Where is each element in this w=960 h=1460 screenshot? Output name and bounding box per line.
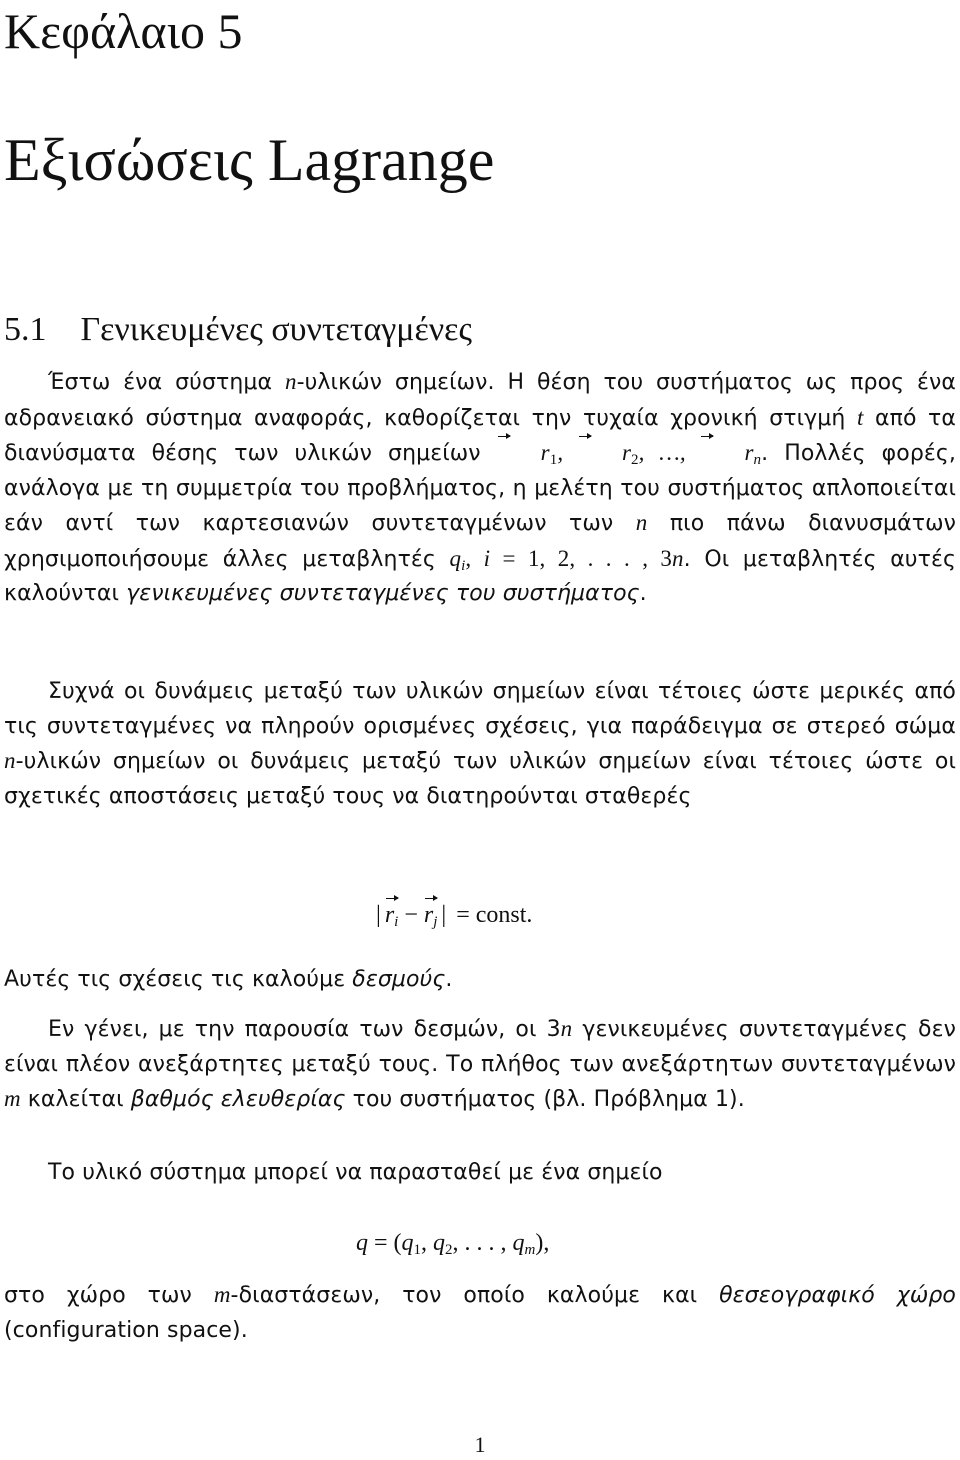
- text-run: -διαστάσεων, τον οποίο καλούμε και: [230, 1283, 720, 1308]
- separator: ,: [452, 1230, 465, 1256]
- text-run: Εν γένει, με την παρουσία των δεσμών, οι 3: [48, 1017, 561, 1042]
- math-n: n: [672, 545, 684, 571]
- vector-ri: r: [385, 898, 394, 932]
- subscript-2: 2: [445, 1242, 453, 1258]
- math-t: t: [856, 404, 864, 430]
- chapter-title: Εξισώσεις Lagrange: [4, 127, 495, 193]
- emphasis-degrees-of-freedom: βαθμός ελευθερίας: [130, 1087, 346, 1112]
- subscript-i: i: [461, 557, 466, 574]
- emphasis-configuration-space: θεσεογραφικό χώρο: [719, 1283, 956, 1308]
- paragraph-degrees-of-freedom: [4, 1012, 956, 1118]
- text-run: . Πολλές φορές, ανάλογα με τη συμμετρία του προβλήματος, η μελέτη του συστήματος απλοποιείται εάν αντί των καρτεσιανών συντεταγμένων των: [4, 441, 957, 536]
- ellipsis: . . . ,: [464, 1230, 513, 1256]
- vector-rj: r: [424, 898, 433, 932]
- operator-equals-open: = (: [368, 1230, 402, 1256]
- section-heading: [4, 308, 472, 352]
- text-run: Έστω ένα σύστημα: [48, 370, 285, 395]
- equation-configuration-point: [356, 1226, 549, 1260]
- ellipsis: …,: [659, 440, 701, 465]
- paragraph-constraints-definition: [4, 963, 956, 998]
- text-run: του συστήματος (βλ. Πρόβλημα 1).: [345, 1087, 745, 1112]
- math-q: q: [449, 545, 462, 571]
- equation-rhs: = const.: [450, 902, 533, 928]
- page-number: 1: [474, 1432, 486, 1457]
- subscript-j: j: [433, 914, 438, 930]
- math-q: q: [356, 1230, 368, 1256]
- vector-r1: r: [497, 436, 550, 471]
- math-q: q: [512, 1230, 525, 1256]
- subscript-2: 2: [631, 452, 639, 468]
- abs-bar: |: [441, 902, 447, 928]
- text-run: Το υλικό σύστημα μπορεί να παρασταθεί με ένα σημείο: [48, 1160, 663, 1185]
- text-run: .: [639, 581, 647, 606]
- math-index-range: = 1, 2, . . . , 3: [490, 545, 673, 571]
- math-n: n: [560, 1016, 573, 1041]
- paragraph-configuration-space: [4, 1278, 956, 1348]
- emphasis-constraints: δεσμούς: [352, 967, 446, 992]
- section-title: Γενικευμένες συντεταγμένες: [80, 311, 472, 348]
- vector-r2: r: [578, 436, 631, 471]
- subscript-i: i: [394, 914, 399, 930]
- separator: ,: [557, 440, 578, 465]
- paragraph-constraints: [4, 675, 956, 814]
- subscript-n: n: [753, 452, 762, 468]
- equation-distance-const: [372, 898, 532, 932]
- paragraph-systems-positions: [4, 365, 956, 612]
- math-i: i: [483, 545, 491, 571]
- text-run: -υλικών σημείων. Η θέση του συστήματος ως προς ένα αδρανειακό σύστημα αναφοράς, καθορίζεται την τυχαία χρονική στιγμή: [4, 370, 956, 431]
- math-n: n: [635, 510, 648, 535]
- section-number: 5.1: [4, 311, 47, 348]
- text-run: . Οι μεταβλητές αυτές καλούνται: [4, 546, 956, 606]
- text-run: στο χώρο των: [4, 1283, 214, 1308]
- chapter-label: Κεφάλαιο 5: [4, 3, 243, 59]
- operator-minus: −: [398, 902, 424, 928]
- vector-rn: r: [700, 436, 753, 471]
- text-run: Συχνά οι δυνάμεις μεταξύ των υλικών σημείων είναι τέτοιες ώστε μερικές από τις συντεταγμένες να πληρούν ορισμένες σχέσεις, για παράδειγμα σε στερεό σώμα: [4, 679, 956, 739]
- subscript-1: 1: [413, 1242, 422, 1258]
- separator: ,: [465, 545, 484, 571]
- text-run: γενικευμένες συντεταγμένες δεν είναι πλέον ανεξάρτητες μεταξύ τους. Το πλήθος των ανεξάρτητων συντεταγμένων: [4, 1017, 956, 1077]
- subscript-m: m: [524, 1242, 536, 1258]
- operator-close: ),: [535, 1230, 550, 1256]
- text-run: από τα διανύσματα θέσης των υλικών σημείων: [4, 405, 956, 466]
- math-q: q: [433, 1230, 446, 1256]
- abs-bar: |: [376, 902, 381, 928]
- text-run: Αυτές τις σχέσεις τις καλούμε: [4, 967, 353, 992]
- text-run: -υλικών σημείων οι δυνάμεις μεταξύ των υλικών σημείων είναι τέτοιες ώστε οι σχετικές αποστάσεις μεταξύ τους να διατηρούνται σταθερές: [4, 749, 956, 809]
- separator: ,: [421, 1230, 434, 1256]
- math-position-vectors: [497, 440, 762, 468]
- separator: ,: [638, 440, 660, 465]
- math-m: m: [213, 1282, 231, 1307]
- paragraph-point-representation: [4, 1156, 956, 1191]
- math-q: q: [401, 1230, 414, 1256]
- emphasis-generalized-coordinates: γενικευμένες συντεταγμένες του συστήματος: [126, 581, 640, 606]
- math-n: n: [4, 748, 16, 773]
- text-run: πιο πάνω διανυσμάτων χρησιμοποιήσουμε άλλες μεταβλητές: [4, 511, 956, 572]
- text-run: καλείται: [20, 1087, 131, 1112]
- math-n: n: [284, 369, 297, 394]
- text-run: (configuration space).: [4, 1317, 248, 1343]
- text-run: .: [445, 967, 453, 992]
- math-m: m: [4, 1086, 21, 1111]
- subscript-1: 1: [549, 452, 558, 468]
